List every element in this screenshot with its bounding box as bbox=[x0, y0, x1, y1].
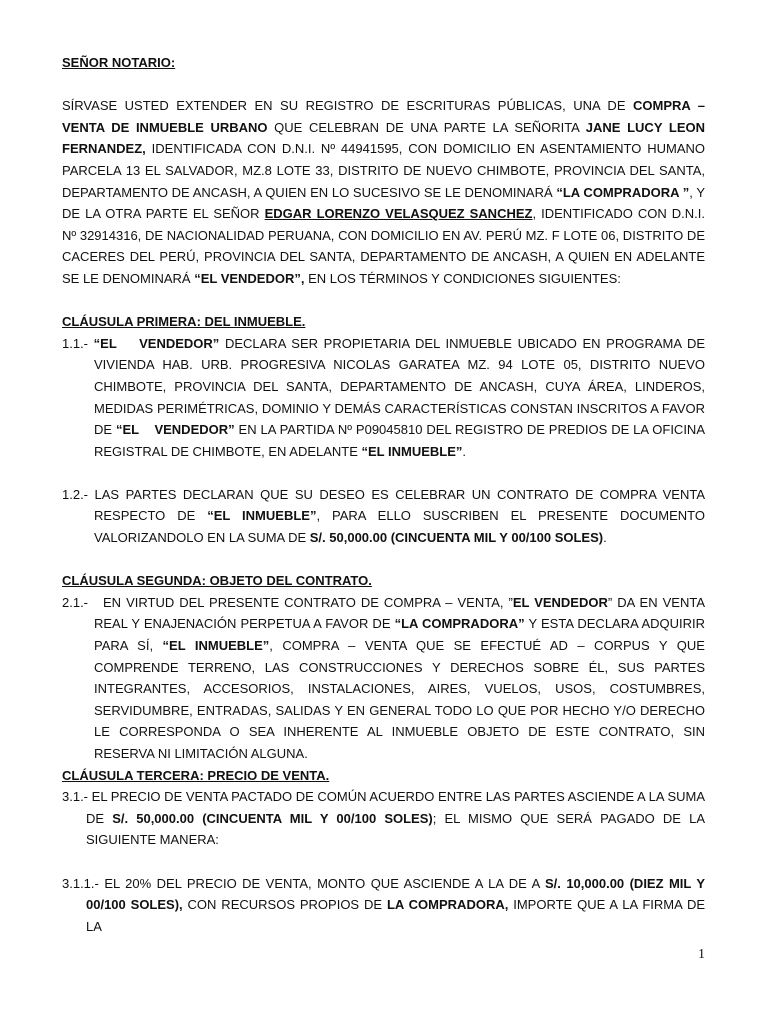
item-text: ; EL MISMO QUE SERÁ PAGADO DE LA SIGUIENTE MANERA: bbox=[86, 810, 706, 848]
item-text: EL 20% DEL PRECIO DE VENTA, MONTO QUE ASCIENDE A LA DE A bbox=[104, 875, 545, 891]
item-text: . bbox=[462, 443, 467, 459]
intro-bold: JANE LUCY LEON FERNANDEZ, bbox=[62, 119, 706, 157]
intro-text: QUE CELEBRAN DE UNA PARTE LA SEÑORITA bbox=[267, 119, 586, 135]
item-bold: “EL INMUEBLE” bbox=[162, 638, 270, 654]
item-number: 3.1.- bbox=[62, 789, 92, 805]
item-text: EN VIRTUD DEL PRESENTE CONTRATO DE COMPRA – VENTA, ” bbox=[98, 594, 513, 610]
item-text: Y ESTA DECLARA ADQUIRIR PARA SÍ, bbox=[94, 616, 705, 654]
intro-text: EN LOS TÉRMINOS Y CONDICIONES SIGUIENTES: bbox=[304, 270, 621, 286]
item-number: 1.1.- bbox=[62, 335, 94, 351]
spacer bbox=[62, 290, 705, 312]
spacer bbox=[62, 549, 705, 571]
document-page bbox=[62, 52, 705, 937]
item-bold: EL VENDEDOR bbox=[512, 594, 608, 610]
clause-item-1-1 bbox=[62, 333, 705, 463]
page-title: SEÑOR NOTARIO: bbox=[62, 55, 176, 70]
item-number: 1.2.- bbox=[62, 486, 95, 502]
intro-bold: COMPRA – VENTA DE INMUEBLE URBANO bbox=[62, 98, 706, 135]
clause-item-1-2 bbox=[62, 484, 705, 549]
intro-paragraph bbox=[62, 95, 705, 289]
clause-heading: CLÁUSULA SEGUNDA: OBJETO DEL CONTRATO. bbox=[62, 573, 372, 589]
item-number: 2.1.- bbox=[62, 594, 99, 610]
item-text: EN LA PARTIDA Nº P09045810 DEL REGISTRO DE PREDIOS DE LA OFICINA REGISTRAL DE CHIMBOTE, EN ADELANTE bbox=[94, 422, 705, 459]
item-bold: “EL INMUEBLE” bbox=[207, 508, 317, 524]
intro-text: SÍRVASE USTED EXTENDER EN SU REGISTRO DE ESCRITURAS PÚBLICAS, UNA DE bbox=[62, 98, 633, 114]
item-text: . bbox=[603, 530, 607, 546]
page-number: 1 bbox=[698, 947, 705, 962]
spacer bbox=[62, 851, 705, 873]
item-number: 3.1.1.- bbox=[62, 875, 105, 891]
item-text: , COMPRA – VENTA QUE SE EFECTUÉ AD – CORPUS Y QUE COMPRENDE TERRENO, LAS CONSTRUCCIONES Y DERECHOS SOBRE ÉL, SUS PARTES INTEGRANTES, ACCESORIOS, INSTALACIONES, AIRES, VUELOS, USOS, COSTUMBRES, SERVIDUMBRE, ENTRADAS, SALIDAS Y EN GENERAL TODO LO QUE POR HECHO Y/O DERECHO LE CORRESPONDA O SEA INHERENTE AL INMUEBLE OBJETO DE ESTE CONTRATO, SIN RESERVA NI LIMITACIÓN ALGUNA. bbox=[94, 638, 705, 761]
clause-heading: CLÁUSULA PRIMERA: DEL INMUEBLE. bbox=[62, 314, 306, 330]
intro-bold: “LA COMPRADORA ” bbox=[556, 184, 690, 200]
item-text: ” DA EN VENTA REAL Y ENAJENACIÓN PERPETUA A FAVOR DE bbox=[94, 594, 705, 632]
intro-text: , IDENTIFICADO CON D.N.I. Nº 32914316, DE NACIONALIDAD PERUANA, CON DOMICILIO EN AV. PERÚ MZ. F LOTE 06, DISTRITO DE CACERES DEL PERÚ, PROVINCIA DEL SANTA, DEPARTAMENTO DE ANCASH, A QUIEN EN ADELANTE SE LE DENOMINARÁ bbox=[62, 206, 705, 286]
item-text: , PARA ELLO SUSCRIBEN EL PRESENTE DOCUMENTO VALORIZANDOLO EN LA SUMA DE bbox=[94, 508, 705, 546]
item-bold: “EL INMUEBLE” bbox=[361, 443, 463, 459]
item-bold: “LA COMPRADORA” bbox=[394, 616, 525, 632]
item-bold: S/. 10,000.00 (DIEZ MIL Y 00/100 SOLES), bbox=[86, 875, 706, 913]
intro-text: IDENTIFICADA CON D.N.I. Nº 44941595, CON DOMICILIO EN ASENTAMIENTO HUMANO PARCELA 13 EL SALVADOR, MZ.8 LOTE 33, DISTRITO DE NUEVO CHIMBOTE, PROVINCIA DEL SANTA, DEPARTAMENTO DE ANCASH, A QUIEN EN LO SUCESIVO SE LE DENOMINARÁ bbox=[62, 141, 705, 200]
item-text: LAS PARTES DECLARAN QUE SU DESEO ES CELEBRAR UN CONTRATO DE COMPRA VENTA RESPECTO DE bbox=[94, 486, 706, 524]
item-text: EL PRECIO DE VENTA PACTADO DE COMÚN ACUERDO ENTRE LAS PARTES ASCIENDE A LA SUMA DE bbox=[86, 789, 706, 826]
intro-text: , Y DE LA OTRA PARTE EL SEÑOR bbox=[62, 184, 705, 222]
intro-bold: “EL VENDEDOR”, bbox=[194, 270, 305, 286]
item-text: IMPORTE QUE A LA FIRMA DE LA bbox=[86, 897, 705, 934]
spacer bbox=[62, 462, 705, 484]
clause-item-2-1 bbox=[62, 592, 705, 765]
item-bold: S/. 50,000.00 (CINCUENTA MIL Y 00/100 SOLES) bbox=[112, 810, 433, 826]
item-bold: LA COMPRADORA, bbox=[386, 897, 509, 913]
item-text: DECLARA SER PROPIETARIA DEL INMUEBLE UBICADO EN PROGRAMA DE VIVIENDA HAB. URB. PROGRESIVA NICOLAS GARATEA MZ. 94 LOTE 05, DISTRITO NUEVO CHIMBOTE, PROVINCIA DEL SANTA, DEPARTAMENTO DE ANCASH, CUYA ÁREA, LINDEROS, MEDIDAS PERIMÉTRICAS, DOMINIO Y DEMÁS CARACTERÍSTICAS CONSTAN INSCRITOS A FAVOR DE bbox=[94, 335, 706, 438]
intro-bold: EDGAR LORENZO VELASQUEZ SANCHEZ bbox=[264, 206, 533, 222]
item-bold: S/. 50,000.00 (CINCUENTA MIL Y 00/100 SOLES) bbox=[309, 530, 604, 546]
clause-item-3-1 bbox=[62, 786, 705, 851]
clause-heading: CLÁUSULA TERCERA: PRECIO DE VENTA. bbox=[62, 767, 330, 783]
item-bold: “EL VENDEDOR” bbox=[93, 335, 220, 351]
clause-item-3-1-1 bbox=[62, 873, 705, 938]
spacer bbox=[62, 74, 705, 96]
item-bold: “EL VENDEDOR” bbox=[115, 422, 235, 438]
item-text: CON RECURSOS PROPIOS DE bbox=[182, 897, 387, 913]
